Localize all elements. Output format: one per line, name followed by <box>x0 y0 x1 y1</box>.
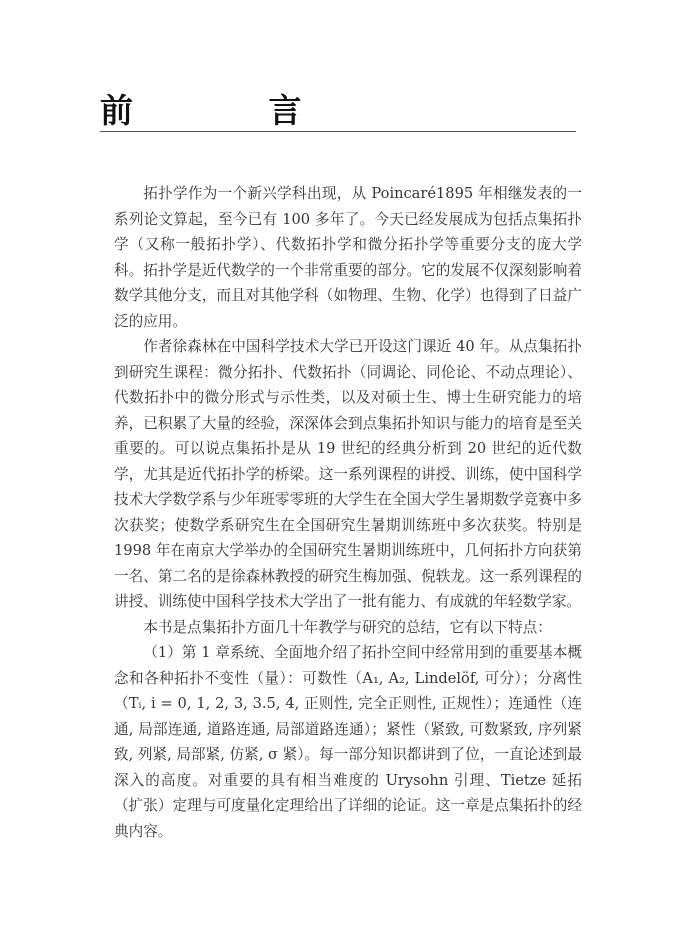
body-text <box>114 181 582 844</box>
title-underline <box>100 131 576 132</box>
chapter-header <box>100 92 576 132</box>
paragraph-4: （1）第 1 章系统、全面地介绍了拓扑空间中经常用到的重要基本概念和各种拓扑不变性（量）：可数性（A₁, A₂, Lindelöf, 可分）；分离性（Tᵢ, i = 0, 1, 2, 3, 3.5, 4, 正则性, 完全正则性, 正规性）；连通性（连通, 局部连通, 道路连通, 局部道路连通）；紧性（紧致, 可数紧致, 序列紧致, 列紧, 局部紧, 仿紧, σ 紧）。每一部分知识都讲到了位，一直论述到最深入的高度。对重要的具有相当难度的 Urysohn 引理、Tietze 延拓（扩张）定理与可度量化定理给出了详细的论证。这一章是点集拓扑的经典内容。 <box>114 644 582 840</box>
paragraph-2: 作者徐森林在中国科学技术大学已开设这门课近 40 年。从点集拓扑到研究生课程：微分拓扑、代数拓扑（同调论、同伦论、不动点理论）、代数拓扑中的微分形式与示性类，以及对硕士生、博士生研究能力的培养，已积累了大量的经验，深深体会到点集拓扑知识与能力的培育是至关重要的。可以说点集拓扑是从 19 世纪的经典分析到 20 世纪的近代数学，尤其是近代拓扑学的桥梁。这一系列课程的讲授、训练，使中国科学技术大学数学系与少年班零零班的大学生在全国大学生暑期数学竞赛中多次获奖；使数学系研究生在全国研究生暑期训练班中多次获奖。特别是 1998 年在南京大学举办的全国研究生暑期训练班中，几何拓扑方向获第一名、第二名的是徐森林教授的研究生梅加强、倪轶龙。这一系列课程的讲授、训练使中国科学技术大学出了一批有能力、有成就的年轻数学家。 <box>114 338 582 610</box>
page-title: 前 言 <box>100 91 364 130</box>
paragraph-1: 拓扑学作为一个新兴学科出现，从 Poincaré1895 年相继发表的一系列论文算起，至今已有 100 多年了。今天已经发展成为包括点集拓扑学（又称一般拓扑学）、代数拓扑学和微分拓扑学等重要分支的庞大学科。拓扑学是近代数学的一个非常重要的部分。它的发展不仅深刻影响着数学其他分支，而且对其他学科（如物理、生物、化学）也得到了日益广泛的应用。 <box>114 185 582 330</box>
paragraph-3: 本书是点集拓扑方面几十年教学与研究的总结，它有以下特点： <box>143 618 552 636</box>
